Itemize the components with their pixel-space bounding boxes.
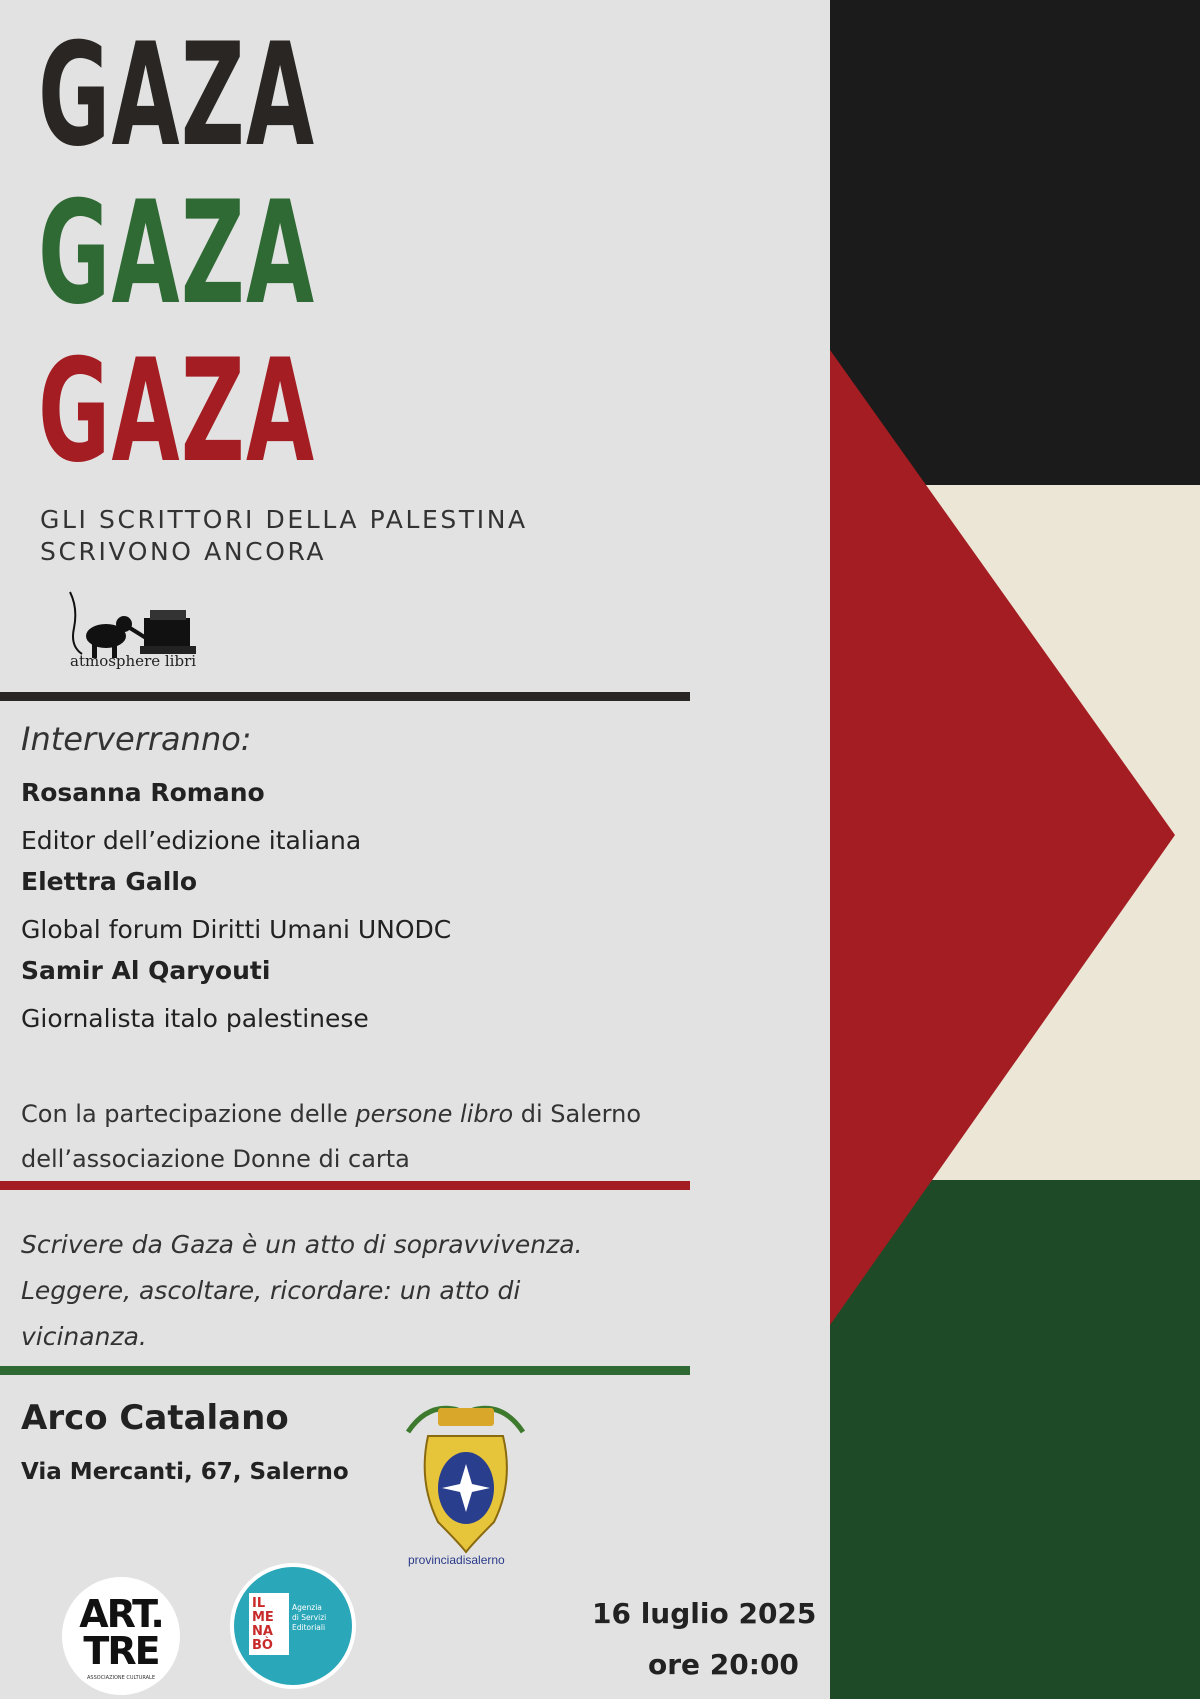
speaker-name: Elettra Gallo: [21, 867, 198, 896]
menabo-tagline-line: Agenzia: [292, 1603, 322, 1612]
participation-line-2: dell’associazione Donne di carta: [21, 1145, 410, 1173]
speakers-heading: Interverranno:: [21, 720, 252, 758]
divider-green: [0, 1366, 690, 1375]
title-line-red: GAZA: [38, 329, 316, 494]
menabo-logo-line: ME: [252, 1610, 274, 1625]
quote: [21, 1222, 681, 1360]
flag-graphic: [830, 0, 1200, 1699]
menabo-tagline-line: di Servizi: [292, 1613, 327, 1622]
speaker-role: Global forum Diritti Umani UNODC: [21, 915, 452, 944]
participation-italic: persone libro: [355, 1100, 514, 1128]
divider-black: [0, 692, 690, 701]
speaker-role: Giornalista italo palestinese: [21, 1004, 369, 1033]
arttre-logo: [62, 1577, 180, 1695]
divider-red: [0, 1181, 690, 1190]
quote-line-2: Leggere, ascoltare, ricordare: un atto di: [21, 1276, 521, 1305]
palestinian-flag-image: [830, 0, 1200, 1699]
speaker-name: Rosanna Romano: [21, 778, 265, 807]
subtitle-line-1: GLI SCRITTORI DELLA PALESTINA: [40, 505, 528, 534]
flag-black-band: [830, 0, 1200, 485]
arttre-logo-line-1: ART.: [79, 1592, 163, 1636]
event-time: ore 20:00: [648, 1648, 799, 1681]
participation-note: [21, 1092, 641, 1182]
quote-line-3: vicinanza.: [21, 1322, 147, 1351]
arttre-logo-line-2: TRE: [83, 1629, 159, 1673]
publisher-name: atmosphere libri: [70, 652, 197, 670]
menabo-logo-line: IL: [252, 1596, 266, 1611]
title-line-green: GAZA: [38, 171, 316, 336]
menabo-logo-tagline: [292, 1603, 326, 1633]
menabo-logo-line: BÒ: [252, 1638, 273, 1653]
speaker-role: Editor dell’edizione italiana: [21, 826, 362, 855]
subtitle: [40, 504, 528, 568]
participation-text-before: Con la partecipazione delle: [21, 1100, 356, 1128]
flag-green-band: [830, 1180, 1200, 1699]
crest-label: provinciadisalerno: [408, 1553, 505, 1567]
speaker-name: Samir Al Qaryouti: [21, 956, 271, 985]
menabo-logo: [230, 1563, 356, 1689]
title-line-black: GAZA: [38, 13, 316, 178]
arttre-logo-subtitle: ASSOCIAZIONE CULTURALE: [86, 1675, 155, 1681]
subtitle-line-2: SCRIVONO ANCORA: [40, 537, 327, 566]
participation-text-after: di Salerno: [513, 1100, 642, 1128]
province-crest-icon: [398, 1392, 533, 1562]
venue-name: Arco Catalano: [21, 1398, 289, 1438]
quote-line-1: Scrivere da Gaza è un atto di sopravvivenza.: [21, 1230, 583, 1259]
menabo-logo-line: NA: [252, 1624, 273, 1639]
event-date: 16 luglio 2025: [592, 1597, 817, 1630]
menabo-tagline-line: Editoriali: [292, 1623, 326, 1632]
venue-address: Via Mercanti, 67, Salerno: [21, 1459, 349, 1485]
